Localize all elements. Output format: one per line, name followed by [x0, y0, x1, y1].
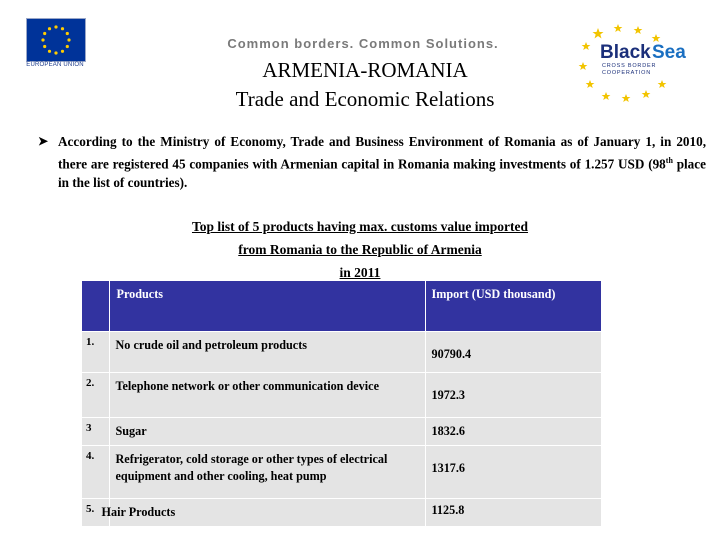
black-sea-logo — [578, 22, 700, 102]
slogan: Common borders. Common Solutions. — [227, 36, 499, 51]
table-heading-line-2: from Romania to the Republic of Armenia — [238, 242, 482, 257]
row-product — [109, 332, 425, 373]
logo-word-black: Black — [600, 42, 651, 63]
row-product-text: No crude oil and petroleum products — [115, 338, 308, 352]
eu-caption: EUROPEAN UNION — [26, 62, 84, 68]
header-products — [109, 281, 425, 332]
intro-text-end: place in the list of countries). — [58, 156, 706, 191]
table-heading — [130, 215, 590, 284]
row-number-text: 3 — [86, 422, 92, 434]
header-import — [425, 281, 601, 332]
row-value — [425, 499, 601, 527]
table-row — [82, 373, 601, 418]
table-row — [82, 332, 601, 373]
header-num-cell — [82, 281, 109, 332]
arrow-bullet-icon: ➤ — [38, 134, 49, 148]
logo-sub-2: COOPERATION — [602, 70, 652, 76]
row-number-text: 5. — [86, 503, 95, 515]
row-value — [425, 446, 601, 499]
eu-flag-logo — [26, 18, 86, 62]
row-value-text: 1832.6 — [431, 424, 466, 438]
table-header-row — [82, 281, 601, 332]
row-value-text: 1317.6 — [431, 461, 466, 475]
table-row — [82, 499, 601, 527]
row-value-text: 90790.4 — [431, 347, 472, 361]
row-number-text: 1. — [86, 336, 95, 348]
row-product-text: Telephone network or other communication device — [115, 379, 379, 393]
header-products-label: Products — [116, 287, 163, 301]
page-title — [180, 56, 550, 114]
logo-word-sea: Sea — [652, 42, 686, 63]
table-heading-line-1: Top list of 5 products having max. customs value imported — [191, 219, 529, 234]
row-product-text: Sugar — [115, 424, 147, 438]
row-product — [109, 446, 425, 499]
row-product — [109, 418, 425, 446]
row-value — [425, 332, 601, 373]
header-import-label: Import (USD thousand) — [431, 287, 556, 301]
row-value — [425, 373, 601, 418]
row-value-text: 1125.8 — [431, 503, 465, 517]
table-row — [82, 446, 601, 499]
intro-text-main: According to the Ministry of Economy, Trade and Business Environment of Romania as of January 1, in 2010, there are registered 45 companies with Armenian capital in Romania making investments of 1.257 USD (98 — [58, 134, 706, 172]
row-number — [82, 332, 109, 373]
products-table — [82, 281, 601, 526]
title-line-2: Trade and Economic Relations — [235, 87, 495, 111]
logo-sub-1: CROSS BORDER — [602, 63, 657, 69]
table-row — [82, 418, 601, 446]
row-number — [82, 418, 109, 446]
row-product-text: Hair Products — [101, 505, 176, 519]
eu-stars-icon — [27, 19, 85, 61]
row-value-text: 1972.3 — [431, 388, 466, 402]
row-product-text: Refrigerator, cold storage or other types of electrical equipment and other cooling, heat pump — [115, 452, 388, 483]
intro-text-sup: th — [665, 156, 673, 165]
row-product — [109, 373, 425, 418]
row-value — [425, 418, 601, 446]
row-number — [82, 446, 109, 499]
table-heading-line-3: in 2011 — [339, 265, 381, 280]
intro-text — [58, 132, 706, 192]
row-number — [82, 373, 109, 418]
row-number-text: 4. — [86, 450, 95, 462]
row-number-text: 2. — [86, 377, 95, 389]
title-line-1: ARMENIA-ROMANIA — [262, 58, 468, 82]
row-product — [101, 499, 425, 527]
